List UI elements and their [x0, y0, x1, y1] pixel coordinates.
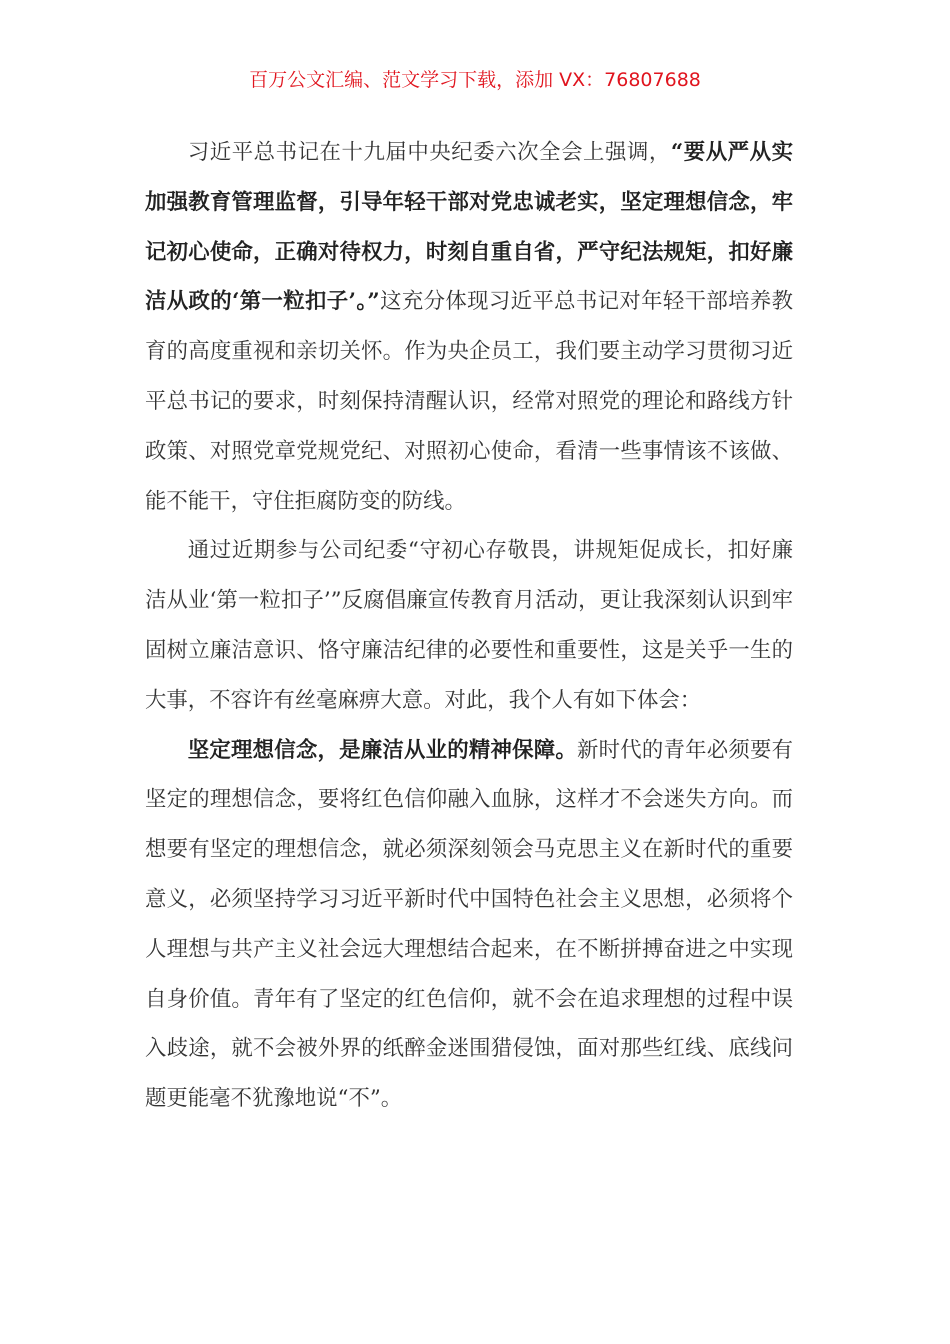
paragraph-1 [145, 128, 793, 526]
paragraph-2: 通过近期参与公司纪委“守初心存敬畏，讲规矩促成长，扣好廉洁从业‘第一粒扣子’”反腐倡廉宣传教育月活动，更让我深刻认识到牢固树立廉洁意识、恪守廉洁纪律的必要性和重要性，这是关乎一生的大事，不容许有丝毫麻痹大意。对此，我个人有如下体会： [145, 538, 793, 713]
paragraph-3-rest: 新时代的青年必须要有坚定的理想信念，要将红色信仰融入血脉，这样才不会迷失方向。而想要有坚定的理想信念，就必须深刻领会马克思主义在新时代的重要意义，必须坚持学习习近平新时代中国特色社会主义思想，必须将个人理想与共产主义社会远大理想结合起来，在不断拼搏奋进之中实现自身价值。青年有了坚定的红色信仰，就不会在追求理想的过程中误入歧途，就不会被外界的纸醉金迷围猎侵蚀，面对那些红线、底线问题更能毫不犹豫地说“不”。 [145, 737, 793, 1112]
paragraph-3 [145, 726, 793, 1124]
paragraph-1-rest: 这充分体现习近平总书记对年轻干部培养教育的高度重视和亲切关怀。作为央企员工，我们要主动学习贯彻习近平总书记的要求，时刻保持清醒认识，经常对照党的理论和路线方针政策、对照党章党规党纪、对照初心使命，看清一些事情该不该做、能不能干，守住拒腐防变的防线。 [145, 289, 793, 514]
paragraph-3-heading: 坚定理想信念，是廉洁从业的精神保障。 [187, 737, 577, 763]
paragraph-1-quote: “要从严从实加强教育管理监督，引导年轻干部对党忠诚老实，坚定理想信念，牢记初心使命，正确对待权力，时刻自重自省，严守纪法规矩，扣好廉洁从政的‘第一粒扣子’。” [145, 140, 793, 315]
document-body [145, 128, 793, 1124]
header-banner: 百万公文汇编、范文学习下载，添加 VX：76807688 [249, 69, 701, 91]
paragraph-1-lead: 习近平总书记在十九届中央纪委六次全会上强调， [187, 140, 671, 165]
